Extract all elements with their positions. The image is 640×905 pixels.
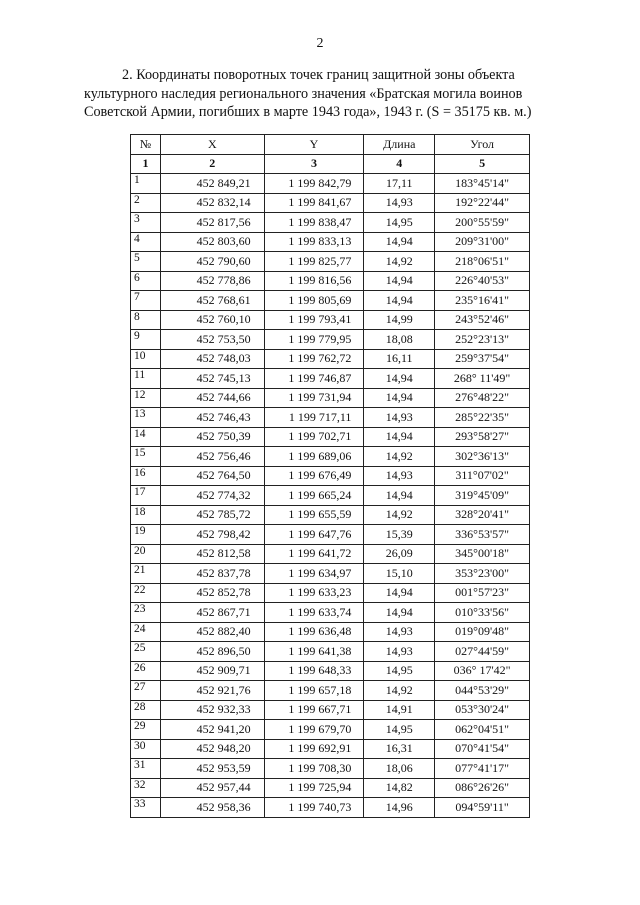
y-coordinate-cell: 1 199 641,38 bbox=[264, 642, 364, 662]
point-number-cell: 20 bbox=[131, 544, 161, 564]
table-row bbox=[131, 369, 530, 389]
table-row bbox=[131, 583, 530, 603]
angle-cell: 218°06'51" bbox=[435, 252, 530, 272]
angle-cell: 001°57'23" bbox=[435, 583, 530, 603]
angle-cell: 077°41'17" bbox=[435, 759, 530, 779]
x-coordinate-cell: 452 837,78 bbox=[160, 564, 264, 584]
x-coordinate-cell: 452 852,78 bbox=[160, 583, 264, 603]
table-row bbox=[131, 622, 530, 642]
column-number-cell: 5 bbox=[435, 154, 530, 174]
angle-cell: 336°53'57" bbox=[435, 525, 530, 545]
length-cell: 14,93 bbox=[364, 622, 435, 642]
table-row bbox=[131, 310, 530, 330]
table-row bbox=[131, 427, 530, 447]
y-coordinate-cell: 1 199 731,94 bbox=[264, 388, 364, 408]
point-number-cell: 31 bbox=[131, 759, 161, 779]
heading-line-2: культурного наследия регионального значения «Братская могила воинов bbox=[84, 85, 523, 102]
x-coordinate-cell: 452 746,43 bbox=[160, 408, 264, 428]
y-coordinate-cell: 1 199 676,49 bbox=[264, 466, 364, 486]
point-number-cell: 24 bbox=[131, 622, 161, 642]
y-coordinate-cell: 1 199 725,94 bbox=[264, 778, 364, 798]
table-row bbox=[131, 681, 530, 701]
section-heading bbox=[84, 66, 590, 122]
point-number-cell: 2 bbox=[131, 193, 161, 213]
x-coordinate-cell: 452 790,60 bbox=[160, 252, 264, 272]
length-cell: 14,94 bbox=[364, 427, 435, 447]
length-cell: 14,95 bbox=[364, 720, 435, 740]
length-cell: 14,99 bbox=[364, 310, 435, 330]
x-coordinate-cell: 452 745,13 bbox=[160, 369, 264, 389]
table-row bbox=[131, 642, 530, 662]
point-number-cell: 26 bbox=[131, 661, 161, 681]
y-coordinate-cell: 1 199 708,30 bbox=[264, 759, 364, 779]
angle-cell: 243°52'46" bbox=[435, 310, 530, 330]
table-row bbox=[131, 408, 530, 428]
x-coordinate-cell: 452 812,58 bbox=[160, 544, 264, 564]
column-number-cell: 2 bbox=[160, 154, 264, 174]
y-coordinate-cell: 1 199 746,87 bbox=[264, 369, 364, 389]
length-cell: 15,39 bbox=[364, 525, 435, 545]
angle-cell: 183°45'14" bbox=[435, 174, 530, 194]
point-number-cell: 10 bbox=[131, 349, 161, 369]
angle-cell: 226°40'53" bbox=[435, 271, 530, 291]
table-row bbox=[131, 174, 530, 194]
length-cell: 14,93 bbox=[364, 408, 435, 428]
length-cell: 14,93 bbox=[364, 193, 435, 213]
table-row bbox=[131, 388, 530, 408]
y-coordinate-cell: 1 199 825,77 bbox=[264, 252, 364, 272]
x-coordinate-cell: 452 832,14 bbox=[160, 193, 264, 213]
x-coordinate-cell: 452 909,71 bbox=[160, 661, 264, 681]
point-number-cell: 18 bbox=[131, 505, 161, 525]
angle-cell: 328°20'41" bbox=[435, 505, 530, 525]
length-cell: 14,93 bbox=[364, 642, 435, 662]
y-coordinate-cell: 1 199 665,24 bbox=[264, 486, 364, 506]
table-row bbox=[131, 447, 530, 467]
length-cell: 18,06 bbox=[364, 759, 435, 779]
point-number-cell: 11 bbox=[131, 369, 161, 389]
y-coordinate-cell: 1 199 689,06 bbox=[264, 447, 364, 467]
column-number-cell: 3 bbox=[264, 154, 364, 174]
point-number-cell: 30 bbox=[131, 739, 161, 759]
point-number-cell: 9 bbox=[131, 330, 161, 350]
table-row bbox=[131, 232, 530, 252]
table-row bbox=[131, 544, 530, 564]
y-coordinate-cell: 1 199 641,72 bbox=[264, 544, 364, 564]
table-row bbox=[131, 193, 530, 213]
angle-cell: 345°00'18" bbox=[435, 544, 530, 564]
x-coordinate-cell: 452 849,21 bbox=[160, 174, 264, 194]
header-cell-length: Длина bbox=[364, 135, 435, 155]
length-cell: 14,92 bbox=[364, 447, 435, 467]
x-coordinate-cell: 452 948,20 bbox=[160, 739, 264, 759]
point-number-cell: 23 bbox=[131, 603, 161, 623]
angle-cell: 200°55'59" bbox=[435, 213, 530, 233]
y-coordinate-cell: 1 199 838,47 bbox=[264, 213, 364, 233]
table-row bbox=[131, 505, 530, 525]
angle-cell: 086°26'26" bbox=[435, 778, 530, 798]
column-number-row bbox=[131, 154, 530, 174]
y-coordinate-cell: 1 199 793,41 bbox=[264, 310, 364, 330]
header-cell-x: X bbox=[160, 135, 264, 155]
x-coordinate-cell: 452 748,03 bbox=[160, 349, 264, 369]
angle-cell: 311°07'02" bbox=[435, 466, 530, 486]
y-coordinate-cell: 1 199 636,48 bbox=[264, 622, 364, 642]
x-coordinate-cell: 452 817,56 bbox=[160, 213, 264, 233]
table-row bbox=[131, 349, 530, 369]
length-cell: 14,94 bbox=[364, 369, 435, 389]
length-cell: 14,94 bbox=[364, 232, 435, 252]
table-row bbox=[131, 798, 530, 818]
table-row bbox=[131, 486, 530, 506]
y-coordinate-cell: 1 199 648,33 bbox=[264, 661, 364, 681]
point-number-cell: 21 bbox=[131, 564, 161, 584]
angle-cell: 276°48'22" bbox=[435, 388, 530, 408]
angle-cell: 053°30'24" bbox=[435, 700, 530, 720]
length-cell: 16,31 bbox=[364, 739, 435, 759]
x-coordinate-cell: 452 744,66 bbox=[160, 388, 264, 408]
length-cell: 17,11 bbox=[364, 174, 435, 194]
angle-cell: 062°04'51" bbox=[435, 720, 530, 740]
heading-line-3: Советской Армии, погибших в марте 1943 года», 1943 г. (S = 35175 кв. м.) bbox=[84, 104, 532, 120]
y-coordinate-cell: 1 199 841,67 bbox=[264, 193, 364, 213]
y-coordinate-cell: 1 199 717,11 bbox=[264, 408, 364, 428]
table-row bbox=[131, 720, 530, 740]
x-coordinate-cell: 452 957,44 bbox=[160, 778, 264, 798]
angle-cell: 285°22'35" bbox=[435, 408, 530, 428]
table-row bbox=[131, 252, 530, 272]
table-row bbox=[131, 778, 530, 798]
angle-cell: 209°31'00" bbox=[435, 232, 530, 252]
table-row bbox=[131, 525, 530, 545]
point-number-cell: 28 bbox=[131, 700, 161, 720]
table-row bbox=[131, 603, 530, 623]
length-cell: 14,92 bbox=[364, 505, 435, 525]
y-coordinate-cell: 1 199 833,13 bbox=[264, 232, 364, 252]
point-number-cell: 4 bbox=[131, 232, 161, 252]
length-cell: 16,11 bbox=[364, 349, 435, 369]
length-cell: 14,94 bbox=[364, 388, 435, 408]
column-number-cell: 4 bbox=[364, 154, 435, 174]
angle-cell: 268° 11'49" bbox=[435, 369, 530, 389]
point-number-cell: 12 bbox=[131, 388, 161, 408]
y-coordinate-cell: 1 199 667,71 bbox=[264, 700, 364, 720]
point-number-cell: 33 bbox=[131, 798, 161, 818]
y-coordinate-cell: 1 199 702,71 bbox=[264, 427, 364, 447]
y-coordinate-cell: 1 199 762,72 bbox=[264, 349, 364, 369]
table-body bbox=[131, 174, 530, 818]
table-row bbox=[131, 466, 530, 486]
angle-cell: 319°45'09" bbox=[435, 486, 530, 506]
x-coordinate-cell: 452 768,61 bbox=[160, 291, 264, 311]
x-coordinate-cell: 452 867,71 bbox=[160, 603, 264, 623]
table-row bbox=[131, 271, 530, 291]
table-row bbox=[131, 330, 530, 350]
y-coordinate-cell: 1 199 647,76 bbox=[264, 525, 364, 545]
page-number: 2 bbox=[316, 36, 324, 51]
table-row bbox=[131, 739, 530, 759]
point-number-cell: 14 bbox=[131, 427, 161, 447]
x-coordinate-cell: 452 932,33 bbox=[160, 700, 264, 720]
table-row bbox=[131, 700, 530, 720]
point-number-cell: 16 bbox=[131, 466, 161, 486]
x-coordinate-cell: 452 896,50 bbox=[160, 642, 264, 662]
table-row bbox=[131, 213, 530, 233]
point-number-cell: 1 bbox=[131, 174, 161, 194]
y-coordinate-cell: 1 199 692,91 bbox=[264, 739, 364, 759]
point-number-cell: 3 bbox=[131, 213, 161, 233]
point-number-cell: 32 bbox=[131, 778, 161, 798]
x-coordinate-cell: 452 750,39 bbox=[160, 427, 264, 447]
x-coordinate-cell: 452 764,50 bbox=[160, 466, 264, 486]
angle-cell: 259°37'54" bbox=[435, 349, 530, 369]
length-cell: 14,92 bbox=[364, 681, 435, 701]
table-row bbox=[131, 661, 530, 681]
angle-cell: 036° 17'42" bbox=[435, 661, 530, 681]
coordinates-table bbox=[130, 134, 530, 818]
x-coordinate-cell: 452 756,46 bbox=[160, 447, 264, 467]
header-cell-y: Y bbox=[264, 135, 364, 155]
angle-cell: 027°44'59" bbox=[435, 642, 530, 662]
length-cell: 14,95 bbox=[364, 661, 435, 681]
length-cell: 18,08 bbox=[364, 330, 435, 350]
angle-cell: 019°09'48" bbox=[435, 622, 530, 642]
x-coordinate-cell: 452 953,59 bbox=[160, 759, 264, 779]
x-coordinate-cell: 452 798,42 bbox=[160, 525, 264, 545]
point-number-cell: 25 bbox=[131, 642, 161, 662]
table-row bbox=[131, 759, 530, 779]
y-coordinate-cell: 1 199 805,69 bbox=[264, 291, 364, 311]
length-cell: 14,92 bbox=[364, 252, 435, 272]
angle-cell: 235°16'41" bbox=[435, 291, 530, 311]
y-coordinate-cell: 1 199 740,73 bbox=[264, 798, 364, 818]
length-cell: 14,93 bbox=[364, 466, 435, 486]
x-coordinate-cell: 452 785,72 bbox=[160, 505, 264, 525]
point-number-cell: 5 bbox=[131, 252, 161, 272]
y-coordinate-cell: 1 199 779,95 bbox=[264, 330, 364, 350]
point-number-cell: 17 bbox=[131, 486, 161, 506]
x-coordinate-cell: 452 921,76 bbox=[160, 681, 264, 701]
table-row bbox=[131, 291, 530, 311]
length-cell: 14,82 bbox=[364, 778, 435, 798]
column-number-cell: 1 bbox=[131, 154, 161, 174]
y-coordinate-cell: 1 199 657,18 bbox=[264, 681, 364, 701]
length-cell: 14,95 bbox=[364, 213, 435, 233]
length-cell: 14,94 bbox=[364, 486, 435, 506]
angle-cell: 353°23'00" bbox=[435, 564, 530, 584]
point-number-cell: 27 bbox=[131, 681, 161, 701]
y-coordinate-cell: 1 199 655,59 bbox=[264, 505, 364, 525]
x-coordinate-cell: 452 753,50 bbox=[160, 330, 264, 350]
length-cell: 14,94 bbox=[364, 583, 435, 603]
y-coordinate-cell: 1 199 634,97 bbox=[264, 564, 364, 584]
length-cell: 15,10 bbox=[364, 564, 435, 584]
y-coordinate-cell: 1 199 842,79 bbox=[264, 174, 364, 194]
header-row bbox=[131, 135, 530, 155]
x-coordinate-cell: 452 882,40 bbox=[160, 622, 264, 642]
length-cell: 14,91 bbox=[364, 700, 435, 720]
y-coordinate-cell: 1 199 816,56 bbox=[264, 271, 364, 291]
point-number-cell: 29 bbox=[131, 720, 161, 740]
angle-cell: 192°22'44" bbox=[435, 193, 530, 213]
length-cell: 26,09 bbox=[364, 544, 435, 564]
angle-cell: 070°41'54" bbox=[435, 739, 530, 759]
length-cell: 14,96 bbox=[364, 798, 435, 818]
x-coordinate-cell: 452 803,60 bbox=[160, 232, 264, 252]
length-cell: 14,94 bbox=[364, 603, 435, 623]
y-coordinate-cell: 1 199 633,23 bbox=[264, 583, 364, 603]
x-coordinate-cell: 452 958,36 bbox=[160, 798, 264, 818]
x-coordinate-cell: 452 778,86 bbox=[160, 271, 264, 291]
point-number-cell: 13 bbox=[131, 408, 161, 428]
point-number-cell: 15 bbox=[131, 447, 161, 467]
y-coordinate-cell: 1 199 679,70 bbox=[264, 720, 364, 740]
angle-cell: 252°23'13" bbox=[435, 330, 530, 350]
length-cell: 14,94 bbox=[364, 291, 435, 311]
x-coordinate-cell: 452 941,20 bbox=[160, 720, 264, 740]
angle-cell: 094°59'11" bbox=[435, 798, 530, 818]
angle-cell: 044°53'29" bbox=[435, 681, 530, 701]
y-coordinate-cell: 1 199 633,74 bbox=[264, 603, 364, 623]
point-number-cell: 7 bbox=[131, 291, 161, 311]
x-coordinate-cell: 452 760,10 bbox=[160, 310, 264, 330]
header-cell-angle: Угол bbox=[435, 135, 530, 155]
x-coordinate-cell: 452 774,32 bbox=[160, 486, 264, 506]
heading-line-1: 2. Координаты поворотных точек границ защитной зоны объекта bbox=[122, 67, 515, 83]
point-number-cell: 6 bbox=[131, 271, 161, 291]
header-cell-number: № bbox=[131, 135, 161, 155]
angle-cell: 010°33'56" bbox=[435, 603, 530, 623]
angle-cell: 293°58'27" bbox=[435, 427, 530, 447]
point-number-cell: 19 bbox=[131, 525, 161, 545]
point-number-cell: 22 bbox=[131, 583, 161, 603]
angle-cell: 302°36'13" bbox=[435, 447, 530, 467]
table-row bbox=[131, 564, 530, 584]
length-cell: 14,94 bbox=[364, 271, 435, 291]
point-number-cell: 8 bbox=[131, 310, 161, 330]
